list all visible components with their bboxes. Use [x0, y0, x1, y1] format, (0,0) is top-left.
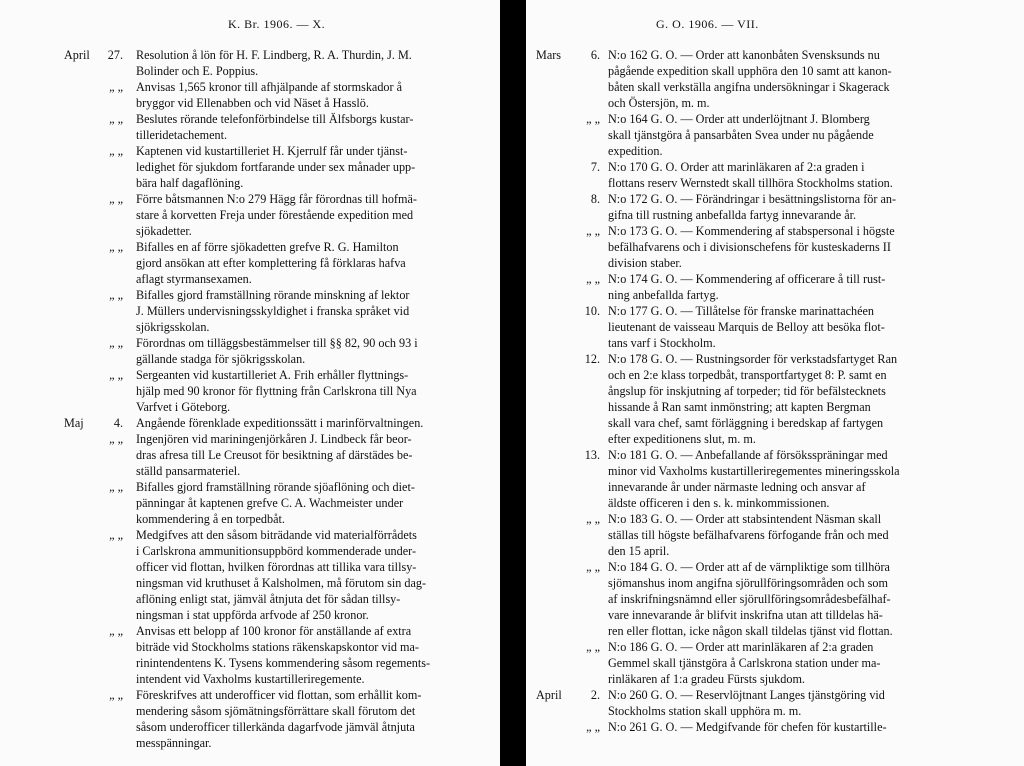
- entry: [526, 447, 1024, 511]
- text-line: båten skall verkställa angifna undersökningar i Skagerack: [608, 80, 890, 94]
- text-line: Kaptenen vid kustartilleriet H. Kjerrulf får under tjänst-: [136, 144, 408, 158]
- text-line: hjälp med 90 kronor för flyttning från Carlskrona till Nya: [136, 384, 417, 398]
- entry-text: [136, 479, 482, 527]
- entry-day: „ „: [586, 272, 600, 286]
- text-line: ningsman i stat uppförda arfvode af 250 kronor.: [136, 608, 369, 622]
- entry: [0, 287, 500, 335]
- entry-day: „ „: [586, 512, 600, 526]
- entry-day: „ „: [109, 480, 123, 494]
- entry-day: „ „: [109, 624, 123, 638]
- text-line: skall tjänstgöra å pansarbåten Svea under nu pågående: [608, 128, 874, 142]
- entry-day: „ „: [586, 720, 600, 734]
- entry-text: [608, 447, 1008, 511]
- entry: [526, 719, 1024, 735]
- entry-text: [608, 559, 1008, 639]
- text-line: pänningar åt kaptenen grefve C. A. Wachmeister under: [136, 496, 404, 510]
- text-line: Bolinder och E. Poppius.: [136, 64, 259, 78]
- entry: [526, 271, 1024, 303]
- entry-month: April: [536, 688, 562, 702]
- text-line: intendent vid Vaxholms kustartilleriregemente.: [136, 672, 365, 686]
- entry-day: „ „: [109, 368, 123, 382]
- text-line: Sergeanten vid kustartilleriet A. Frih erhåller flyttnings-: [136, 368, 409, 382]
- text-line: gifna till rustning anbefallda fartyg innevarande år.: [608, 208, 857, 222]
- entry-day: 12.: [584, 352, 600, 366]
- text-line: N:o 261 G. O. — Medgifvande för chefen för kustartille-: [608, 720, 887, 734]
- text-line: J. Müllers undervisningsskyldighet i franska språket vid: [136, 304, 410, 318]
- running-head: G. O. 1906. — VII.: [656, 17, 759, 31]
- entry-text: [136, 623, 482, 687]
- entry-day: „ „: [109, 432, 123, 446]
- text-line: N:o 183 G. O. — Order att stabsintendent Näsman skall: [608, 512, 882, 526]
- text-line: N:o 174 G. O. — Kommendering af officerare å till rust-: [608, 272, 886, 286]
- text-line: kommendering å en torpedbåt.: [136, 512, 285, 526]
- left-page: [0, 0, 500, 766]
- entry: [526, 511, 1024, 559]
- entry: [526, 639, 1024, 687]
- text-line: biträde vid Stockholms stations räkenskapskontor vid ma-: [136, 640, 419, 654]
- entry-text: [136, 367, 482, 415]
- entry: [526, 111, 1024, 159]
- text-line: Bifalles gjord framställning rörande minskning af lektor: [136, 288, 410, 302]
- entry-text: [608, 639, 1008, 687]
- entry: [0, 143, 500, 191]
- text-line: Anvisas 1,565 kronor till afhjälpande af stormskador å: [136, 80, 403, 94]
- entry-text: [136, 431, 482, 479]
- text-line: N:o 186 G. O. — Order att marinläkaren af 2:a graden: [608, 640, 874, 654]
- entry-text: [608, 511, 1008, 559]
- entry: [0, 623, 500, 687]
- entry: [0, 527, 500, 623]
- entry-day: „ „: [109, 192, 123, 206]
- entry: [526, 223, 1024, 271]
- text-line: flottans reserv Wernstedt skall tillhöra Stockholms station.: [608, 176, 893, 190]
- entry-day: 8.: [590, 192, 600, 206]
- text-line: lieutenant de vaisseau Marquis de Belloy att besöka flot-: [608, 320, 885, 334]
- entry-text: [608, 191, 1008, 223]
- entry-text: [136, 111, 482, 143]
- text-line: vare innevarande år blifvit inskrifna utan att tilldelas hä-: [608, 608, 883, 622]
- entry-day: „ „: [109, 80, 123, 94]
- text-line: ledighet för sjukdom fortfarande under sex månader upp-: [136, 160, 416, 174]
- entry-list: [526, 47, 1024, 735]
- entry-day: „ „: [109, 144, 123, 158]
- entry-text: [608, 47, 1008, 111]
- entry-day: „ „: [109, 688, 123, 702]
- text-line: Stockholms station skall upphöra m. m.: [608, 704, 802, 718]
- text-line: ställas till högste befälhafvarens förfogande från och med: [608, 528, 889, 542]
- text-line: officer vid flottan, hvilken förordnas att tillika vara tillsy-: [136, 560, 417, 574]
- entry-day: „ „: [109, 336, 123, 350]
- entry-day: „ „: [586, 224, 600, 238]
- entry: [0, 191, 500, 239]
- entry: [0, 47, 500, 79]
- text-line: gällande stadga för sjökrigsskolan.: [136, 352, 306, 366]
- entry-day: 2.: [590, 688, 600, 702]
- text-line: rinintendentens K. Tysens kommendering såsom regements-: [136, 656, 431, 670]
- text-line: och Östersjön, m. m.: [608, 96, 710, 110]
- entry: [0, 479, 500, 527]
- text-line: befälhafvarens och i divisionschefens för kusteskaderns II: [608, 240, 891, 254]
- entry-day: 27.: [107, 48, 123, 62]
- entry-text: [136, 239, 482, 287]
- entry-day: „ „: [109, 528, 123, 542]
- text-line: dras afresa till Le Creusot för besiktning af därstädes be-: [136, 448, 413, 462]
- text-line: rinläkaren af 1:a gradeu Fürsts sjukdom.: [608, 672, 805, 686]
- page-gutter: [500, 0, 526, 766]
- text-line: ångslup för inskjutning af torpeder; tid för befälstecknets: [608, 384, 886, 398]
- text-line: N:o 178 G. O. — Rustningsorder för verkstadsfartyget Ran: [608, 352, 898, 366]
- text-line: Medgifves att den såsom biträdande vid materialförrådets: [136, 528, 417, 542]
- text-line: den 15 april.: [608, 544, 670, 558]
- text-line: Resolution å lön för H. F. Lindberg, R. A. Thurdin, J. M.: [136, 48, 412, 62]
- text-line: såsom underofficer tillerkända dagarfvode jämväl åtnjuta: [136, 720, 415, 734]
- entry-day: 13.: [584, 448, 600, 462]
- entry: [0, 687, 500, 751]
- entry-text: [608, 303, 1008, 351]
- text-line: Bifalles en af förre sjökadetten grefve R. G. Hamilton: [136, 240, 399, 254]
- text-line: sjömanshus inom angifna sjörullföringsområden och som: [608, 576, 888, 590]
- text-line: Ingenjören vid mariningenjörkåren J. Lindbeck får beor-: [136, 432, 412, 446]
- text-line: Bifalles gjord framställning rörande sjöaflöning och diet-: [136, 480, 415, 494]
- entry-text: [136, 415, 482, 431]
- text-line: innevarande år under närmaste ledning och ansvar af: [608, 480, 866, 494]
- entry-text: [136, 687, 482, 751]
- text-line: Förre båtsmannen N:o 279 Hägg får förordnas till hofmä-: [136, 192, 417, 206]
- entry-text: [608, 159, 1008, 191]
- text-line: Beslutes rörande telefonförbindelse till Älfsborgs kustar-: [136, 112, 414, 126]
- entry: [0, 367, 500, 415]
- text-line: expedition.: [608, 144, 663, 158]
- entry-text: [608, 271, 1008, 303]
- text-line: aflagt styrmansexamen.: [136, 272, 252, 286]
- entry: [0, 431, 500, 479]
- text-line: Angående förenklade expeditionssätt i marinförvaltningen.: [136, 416, 424, 430]
- entry-text: [136, 47, 482, 79]
- text-line: mendering såsom sjömätningsförrättare skall förutom det: [136, 704, 416, 718]
- entry: [0, 415, 500, 431]
- entry-day: „ „: [109, 112, 123, 126]
- entry: [0, 239, 500, 287]
- text-line: Varfvet i Göteborg.: [136, 400, 231, 414]
- entry: [526, 47, 1024, 111]
- entry: [0, 111, 500, 143]
- text-line: af inskrifningsnämnd eller sjörullföringsområdesbefälhaf-: [608, 592, 891, 606]
- entry-day: „ „: [109, 288, 123, 302]
- entry-text: [608, 351, 1008, 447]
- text-line: stare å korvetten Freja under förestående expedition med: [136, 208, 414, 222]
- text-line: gjord ansökan att efter komplettering få förklaras hafva: [136, 256, 406, 270]
- text-line: skall vara chef, samt förläggning i beredskap af fartygen: [608, 416, 884, 430]
- text-line: N:o 170 G. O. Order att marinläkaren af 2:a graden i: [608, 160, 865, 174]
- entry-text: [608, 223, 1008, 271]
- entry-day: „ „: [586, 640, 600, 654]
- text-line: ställd pansarmateriel.: [136, 464, 241, 478]
- entry-day: 6.: [590, 48, 600, 62]
- text-line: N:o 164 G. O. — Order att underlöjtnant J. Blomberg: [608, 112, 870, 126]
- entry-month: Maj: [64, 416, 84, 430]
- text-line: efter expeditionens slut, m. m.: [608, 432, 756, 446]
- entry-text: [608, 111, 1008, 159]
- entry-text: [608, 719, 1008, 735]
- text-line: Förordnas om tilläggsbestämmelser till §§ 82, 90 och 93 i: [136, 336, 418, 350]
- entry: [526, 159, 1024, 191]
- text-line: N:o 260 G. O. — Reservlöjtnant Langes tjänstgöring vid: [608, 688, 885, 702]
- entry: [526, 351, 1024, 447]
- text-line: N:o 162 G. O. — Order att kanonbåten Svensksunds nu: [608, 48, 880, 62]
- text-line: bära half dagaflöning.: [136, 176, 244, 190]
- text-line: division staber.: [608, 256, 682, 270]
- text-line: och en 2:e klass torpedbåt, transportfartyget 8: P. samt en: [608, 368, 887, 382]
- entry-day: 10.: [584, 304, 600, 318]
- text-line: Gemmel skall tjänstgöra å Carlskrona station under ma-: [608, 656, 881, 670]
- text-line: äldste officeren i den s. k. minkommissionen.: [608, 496, 830, 510]
- entry: [526, 303, 1024, 351]
- running-head: K. Br. 1906. — X.: [228, 17, 326, 31]
- entry-text: [136, 143, 482, 191]
- text-line: bryggor vid Ellenabben och vid Näset å Hasslö.: [136, 96, 369, 110]
- entry-day: „ „: [586, 560, 600, 574]
- text-line: sjökadetter.: [136, 224, 192, 238]
- text-line: N:o 184 G. O. — Order att af de värnpliktige som tillhöra: [608, 560, 890, 574]
- text-line: tilleridetachement.: [136, 128, 228, 142]
- entry-list: [0, 47, 500, 751]
- entry-text: [136, 335, 482, 367]
- text-line: aflöning enligt stat, jämväl åtnjuta det för sådan tillsy-: [136, 592, 401, 606]
- entry: [526, 687, 1024, 719]
- text-line: N:o 181 G. O. — Anbefallande af försöksspräningar med: [608, 448, 888, 462]
- entry: [526, 191, 1024, 223]
- text-line: ningsman vid kruthuset å Kalsholmen, må förutom sin dag-: [136, 576, 427, 590]
- text-line: i Carlskrona ammunitionsuppbörd kommenderade under-: [136, 544, 417, 558]
- text-line: ning anbefallda fartyg.: [608, 288, 719, 302]
- entry-text: [136, 287, 482, 335]
- entry-text: [136, 79, 482, 111]
- entry: [0, 79, 500, 111]
- text-line: pågående expedition skall upphöra den 10 samt att kanon-: [608, 64, 892, 78]
- entry-day: „ „: [109, 240, 123, 254]
- entry-text: [608, 687, 1008, 719]
- text-line: N:o 177 G. O. — Tillåtelse för franske marinattachéen: [608, 304, 875, 318]
- entry-text: [136, 527, 482, 623]
- text-line: minor vid Vaxholms kustartilleriregementes mineringsskola: [608, 464, 900, 478]
- text-line: messpänningar.: [136, 736, 212, 750]
- right-page: [526, 0, 1024, 766]
- entry-month: Mars: [536, 48, 562, 62]
- text-line: N:o 172 G. O. — Förändringar i besättningslistorna för an-: [608, 192, 897, 206]
- text-line: Föreskrifves att underofficer vid flottan, som erhållit kom-: [136, 688, 422, 702]
- entry: [526, 559, 1024, 639]
- text-line: Anvisas ett belopp af 100 kronor för anställande af extra: [136, 624, 412, 638]
- text-line: ren eller flottan, icke någon skall tildelas tjänst vid flottan.: [608, 624, 893, 638]
- text-line: hissande å Ran samt inmönstring; att kapten Bergman: [608, 400, 871, 414]
- entry-day: 7.: [590, 160, 600, 174]
- text-line: tans varf i Stockholm.: [608, 336, 716, 350]
- entry-day: 4.: [113, 416, 123, 430]
- text-line: sjökrigsskolan.: [136, 320, 210, 334]
- entry: [0, 335, 500, 367]
- entry-day: „ „: [586, 112, 600, 126]
- entry-month: April: [64, 48, 90, 62]
- text-line: N:o 173 G. O. — Kommendering af stabspersonal i högste: [608, 224, 895, 238]
- entry-text: [136, 191, 482, 239]
